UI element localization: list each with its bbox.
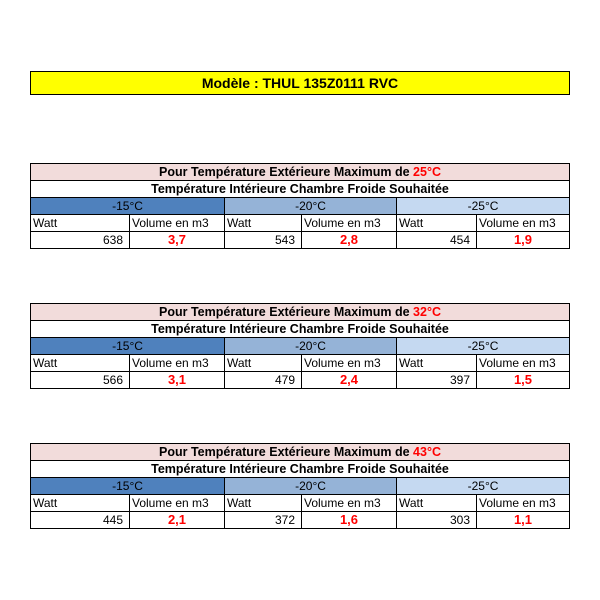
value-row <box>31 512 570 529</box>
watt-label: Watt <box>225 495 302 512</box>
header-interior-row <box>31 181 570 198</box>
watt-label: Watt <box>225 355 302 372</box>
max-temp-prefix: Pour Température Extérieure Maximum de <box>159 165 414 179</box>
temp-col-3: -25°C <box>397 338 570 355</box>
temp-row <box>31 338 570 355</box>
volume-value: 2,8 <box>302 232 397 249</box>
max-temp-header <box>31 164 570 181</box>
watt-value: 303 <box>397 512 477 529</box>
watt-value: 566 <box>31 372 130 389</box>
interior-temp-header: Température Intérieure Chambre Froide Souhaitée <box>31 461 570 478</box>
max-temp-header <box>31 304 570 321</box>
watt-value: 638 <box>31 232 130 249</box>
max-temp-value: 25°C <box>413 165 441 179</box>
watt-label: Watt <box>397 215 477 232</box>
volume-label: Volume en m3 <box>477 495 570 512</box>
max-temp-value: 43°C <box>413 445 441 459</box>
watt-value: 543 <box>225 232 302 249</box>
temp-row <box>31 478 570 495</box>
header-max-row <box>31 304 570 321</box>
watt-label: Watt <box>397 355 477 372</box>
interior-temp-header: Température Intérieure Chambre Froide Souhaitée <box>31 181 570 198</box>
spec-table-32 <box>30 303 570 389</box>
watt-label: Watt <box>397 495 477 512</box>
volume-value: 1,1 <box>477 512 570 529</box>
max-temp-prefix: Pour Température Extérieure Maximum de <box>159 305 414 319</box>
temp-col-1: -15°C <box>31 198 225 215</box>
volume-value: 1,6 <box>302 512 397 529</box>
watt-label: Watt <box>225 215 302 232</box>
volume-label: Volume en m3 <box>302 215 397 232</box>
interior-temp-header: Température Intérieure Chambre Froide Souhaitée <box>31 321 570 338</box>
temp-col-2: -20°C <box>225 198 397 215</box>
watt-value: 397 <box>397 372 477 389</box>
model-title: Modèle : THUL 135Z0111 RVC <box>30 71 570 95</box>
spec-table-25 <box>30 163 570 249</box>
volume-value: 1,5 <box>477 372 570 389</box>
header-max-row <box>31 164 570 181</box>
watt-value: 454 <box>397 232 477 249</box>
temp-col-2: -20°C <box>225 338 397 355</box>
value-row <box>31 232 570 249</box>
watt-value: 479 <box>225 372 302 389</box>
watt-label: Watt <box>31 215 130 232</box>
volume-label: Volume en m3 <box>477 355 570 372</box>
volume-value: 3,7 <box>130 232 225 249</box>
volume-label: Volume en m3 <box>130 495 225 512</box>
volume-value: 3,1 <box>130 372 225 389</box>
volume-value: 2,4 <box>302 372 397 389</box>
label-row <box>31 215 570 232</box>
volume-label: Volume en m3 <box>302 495 397 512</box>
volume-label: Volume en m3 <box>477 215 570 232</box>
volume-label: Volume en m3 <box>302 355 397 372</box>
temp-col-1: -15°C <box>31 338 225 355</box>
max-temp-header <box>31 444 570 461</box>
max-temp-value: 32°C <box>413 305 441 319</box>
volume-value: 2,1 <box>130 512 225 529</box>
temp-col-3: -25°C <box>397 198 570 215</box>
temp-col-3: -25°C <box>397 478 570 495</box>
header-interior-row <box>31 461 570 478</box>
watt-label: Watt <box>31 495 130 512</box>
volume-value: 1,9 <box>477 232 570 249</box>
watt-label: Watt <box>31 355 130 372</box>
header-interior-row <box>31 321 570 338</box>
watt-value: 445 <box>31 512 130 529</box>
watt-value: 372 <box>225 512 302 529</box>
volume-label: Volume en m3 <box>130 215 225 232</box>
temp-col-2: -20°C <box>225 478 397 495</box>
volume-label: Volume en m3 <box>130 355 225 372</box>
temp-row <box>31 198 570 215</box>
header-max-row <box>31 444 570 461</box>
max-temp-prefix: Pour Température Extérieure Maximum de <box>159 445 414 459</box>
value-row <box>31 372 570 389</box>
spec-table-43 <box>30 443 570 529</box>
label-row <box>31 355 570 372</box>
label-row <box>31 495 570 512</box>
temp-col-1: -15°C <box>31 478 225 495</box>
